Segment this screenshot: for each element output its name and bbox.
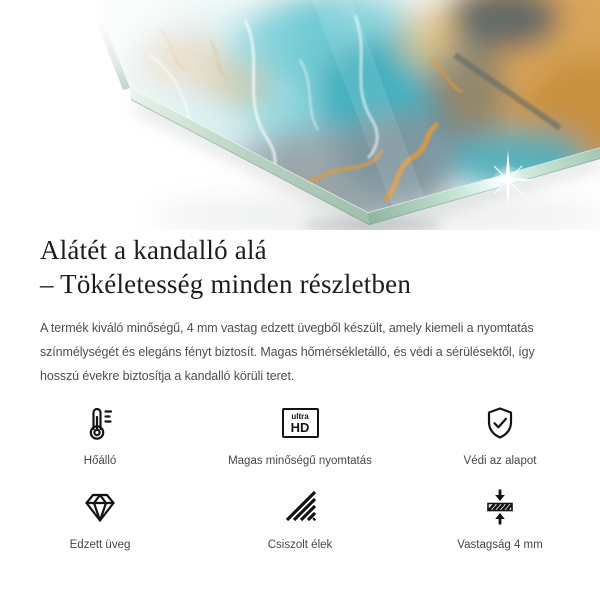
glass-panel-illustration bbox=[0, 0, 600, 230]
feature-label: Csiszolt élek bbox=[267, 539, 333, 551]
product-description bbox=[40, 316, 580, 388]
feature-item-polished-edges bbox=[200, 484, 400, 552]
title-line-1: Alátét a kandalló alá bbox=[40, 235, 267, 265]
feature-item-heat-resistant bbox=[0, 400, 200, 468]
feature-item-print-quality bbox=[200, 400, 400, 468]
ultra-hd-icon bbox=[277, 400, 323, 446]
shield-check-icon bbox=[477, 400, 523, 446]
feature-label: Magas minőségű nyomtatás bbox=[228, 455, 372, 467]
description-line-2: színmélységét és elegáns fényt biztosít. Magas hőmérsékletálló, és védi a sérülésektől, így bbox=[40, 345, 535, 359]
title-line-2: – Tökéletesség minden részletben bbox=[40, 269, 412, 299]
feature-label: Védi az alapot bbox=[463, 455, 537, 467]
ultra-hd-icon-text-bottom: HD bbox=[290, 419, 310, 435]
features-grid bbox=[0, 400, 600, 552]
feature-label: Vastagság 4 mm bbox=[457, 539, 543, 551]
feature-label: Hőálló bbox=[83, 455, 117, 467]
ultra-hd-icon-text-top: ultra bbox=[291, 411, 309, 421]
feature-item-protects-base bbox=[400, 400, 600, 468]
description-line-1: A termék kiváló minőségű, 4 mm vastag edzett üvegből készült, amely kiemeli a nyomtatás bbox=[40, 321, 534, 335]
diamond-icon bbox=[77, 484, 123, 530]
thermometer-icon bbox=[77, 400, 123, 446]
feature-item-thickness bbox=[400, 484, 600, 552]
page-title bbox=[40, 233, 580, 301]
hero-image bbox=[0, 0, 600, 230]
polished-edges-icon bbox=[277, 484, 323, 530]
feature-label: Edzett üveg bbox=[69, 539, 131, 551]
description-line-3: hosszú évekre biztosítja a kandalló körüli teret. bbox=[40, 369, 295, 383]
thickness-icon bbox=[477, 484, 523, 530]
feature-item-tempered-glass bbox=[0, 484, 200, 552]
